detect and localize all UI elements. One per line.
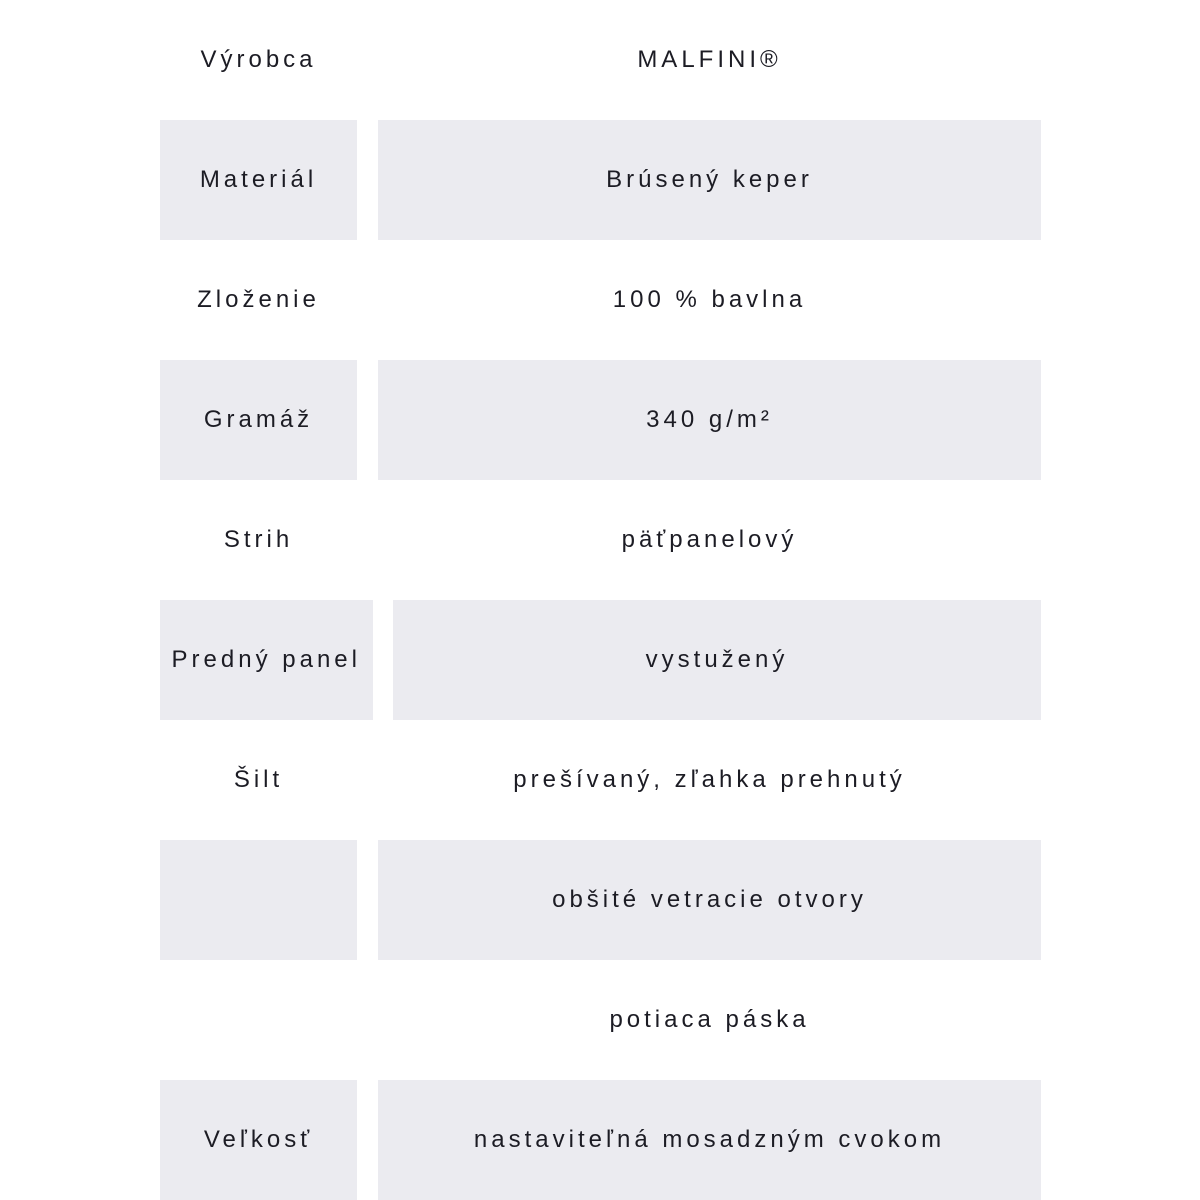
spec-label: Gramáž — [160, 360, 357, 480]
spec-value: potiaca páska — [609, 1006, 810, 1033]
spec-table — [160, 0, 1041, 1200]
spec-value: Brúsený keper — [378, 120, 1041, 240]
spec-label: Šilt — [233, 766, 284, 793]
spec-label — [160, 960, 357, 1080]
spec-row-composition — [160, 240, 1041, 360]
spec-row-size — [160, 1080, 1041, 1200]
spec-row-visor — [160, 720, 1041, 840]
spec-value: nastaviteľná mosadzným cvokom — [378, 1080, 1041, 1200]
spec-row-sweatband — [160, 960, 1041, 1080]
spec-label: Zloženie — [197, 286, 320, 313]
spec-value: obšité vetracie otvory — [378, 840, 1041, 960]
spec-label — [160, 840, 357, 960]
spec-row-front-panel — [160, 600, 1041, 720]
spec-row-cut — [160, 480, 1041, 600]
spec-label: Materiál — [160, 120, 357, 240]
spec-value: prešívaný, zľahka prehnutý — [513, 766, 906, 793]
spec-value: MALFINI® — [637, 46, 782, 73]
spec-value: vystužený — [393, 600, 1041, 720]
spec-row-vents — [160, 840, 1041, 960]
spec-value: 340 g/m² — [378, 360, 1041, 480]
spec-row-weight — [160, 360, 1041, 480]
spec-row-material — [160, 120, 1041, 240]
spec-row-manufacturer — [160, 0, 1041, 120]
spec-label: Predný panel — [160, 600, 373, 720]
spec-value: päťpanelový — [621, 526, 798, 553]
spec-label: Výrobca — [200, 46, 317, 73]
spec-label: Veľkosť — [160, 1080, 357, 1200]
spec-value: 100 % bavlna — [612, 286, 807, 313]
spec-label: Strih — [223, 526, 294, 553]
